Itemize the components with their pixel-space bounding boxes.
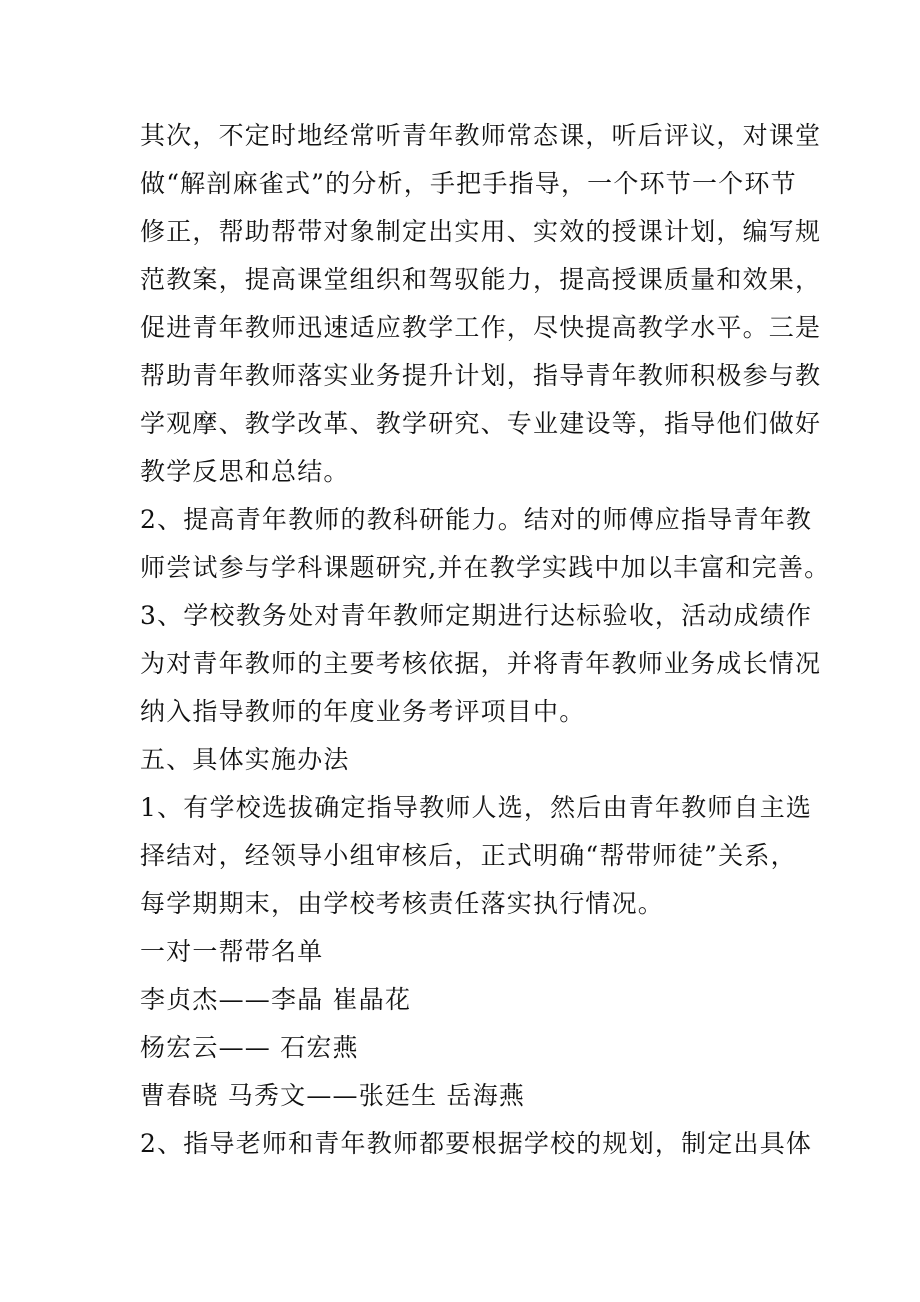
paragraph-line: 为对青年教师的主要考核依据，并将青年教师业务成长情况 — [140, 649, 822, 678]
paragraph-line: 其次，不定时地经常听青年教师常态课，听后评议，对课堂 — [140, 121, 822, 150]
paragraph-line: 帮助青年教师落实业务提升计划，指导青年教师积极参与教 — [140, 361, 822, 390]
paragraph-line: 师尝试参与学科课题研究,并在教学实践中加以丰富和完善。 — [140, 553, 831, 582]
paragraph-line: 择结对，经领导小组审核后，正式明确“帮带师徒”关系， — [140, 841, 797, 870]
paragraph-line: 每学期期末，由学校考核责任落实执行情况。 — [140, 889, 665, 918]
paragraph-line: 2、指导老师和青年教师都要根据学校的规划，制定出具体 — [140, 1129, 813, 1158]
paragraph-line: 纳入指导教师的年度业务考评项目中。 — [140, 697, 586, 726]
list-heading: 一对一帮带名单 — [140, 937, 324, 966]
list-item: 李贞杰——李晶 崔晶花 — [140, 985, 412, 1014]
paragraph-line: 做“解剖麻雀式”的分析，手把手指导，一个环节一个环节 — [140, 169, 797, 198]
paragraph-line: 1、有学校选拔确定指导教师人选，然后由青年教师自主选 — [140, 793, 813, 822]
paragraph-line: 促进青年教师迅速适应教学工作，尽快提高教学水平。三是 — [140, 313, 822, 342]
paragraph-line: 3、学校教务处对青年教师定期进行达标验收，活动成绩作 — [140, 601, 813, 630]
section-heading: 五、具体实施办法 — [140, 745, 350, 774]
document-body — [140, 112, 831, 1168]
paragraph-line: 学观摩、教学改革、教学研究、专业建设等，指导他们做好 — [140, 409, 822, 438]
list-item: 杨宏云—— 石宏燕 — [140, 1033, 359, 1062]
paragraph-line: 修正，帮助帮带对象制定出实用、实效的授课计划，编写规 — [140, 217, 822, 246]
paragraph-line: 2、提高青年教师的教科研能力。结对的师傅应指导青年教 — [140, 505, 813, 534]
paragraph-line: 教学反思和总结。 — [140, 457, 350, 486]
paragraph-line: 范教案，提高课堂组织和驾驭能力，提高授课质量和效果， — [140, 265, 822, 294]
list-item: 曹春晓 马秀文——张廷生 岳海燕 — [140, 1081, 526, 1110]
